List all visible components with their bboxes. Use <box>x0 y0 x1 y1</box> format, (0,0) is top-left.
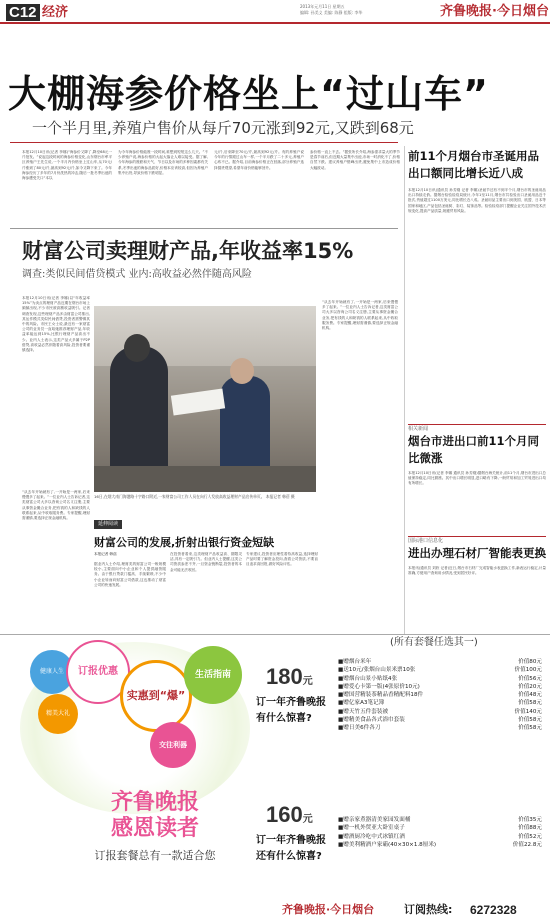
newspaper-brand: 齐鲁晚报·今日烟台 <box>440 4 549 19</box>
photo-ground <box>94 466 316 492</box>
package-2-line-2: 还有什么惊喜? <box>256 851 322 862</box>
photo-leaflet <box>171 388 225 415</box>
lead-column-2: 为今年海参价格能涨一段时间,谁想到短短这么几天。”不少养殖户说,海参价格的大起大落让人难以接受。据了解,今年海参的涨跌和天气、节日以及市场的多种因素都有关系,冬季出池的海参品质好,价格本应该较高,但因为养殖户集中出货,导致价格下跌明显。 <box>118 150 208 175</box>
related-byline: 本报记者 韩蓓 <box>94 552 117 556</box>
news-photo <box>94 306 316 492</box>
sidebar-article-2 <box>408 424 546 533</box>
gift-value: 价值58元 <box>518 725 542 732</box>
lead-column-3: 元/斤,后来降至70元/斤,最高到92元/斤。有的养殖户说今年的行情跟过山车一样,一个半月跌了二十多元,养殖户心疼不已。据介绍,目前海参价格正在回落,部分养殖户选择囤货观望,希望年前价格能够回升。 <box>214 150 304 170</box>
section-name: 经济 <box>42 5 69 20</box>
gift-value: 价值140元 <box>514 708 542 715</box>
ad-circle-2: 订报优惠 <box>66 640 130 704</box>
gift-name: ■赠日美6件各刀 <box>338 725 381 732</box>
gift-item <box>338 666 542 674</box>
second-column-1: 本报12月10日讯(记者 李娜)以“年收益率15%”为卖点的理财产品近期在烟台市场上频频出现,不少市民被高额收益吸引。记者调查发现,这些理财产品多由财富公司推出,其运作模式类似民间借贷,投资者需警惕其中的风险。市民王女士说,最近有一家财富公司的业务员一直给她推荐理财产品,年收益率能达到15%,比银行理财产品高出不少。业内人士表示,这类产品大多属于P2P借贷,高收益必然伴随着高风险,投资者要谨慎选择。 <box>22 296 90 353</box>
lead-column-1: 本报12月10日讯(记者 李娜)“海参价又降了,降至68元一斤批发。”说起这段时间的海参价格变化,山东烟台市牟平区养殖户王先生说,一个半月内价格坐上过山车,从70元/斤涨到了80元/斤,最高到92元/斤,如今又降下来了。今年海参经历了多年的7月份洗热的冲击,随后一批冬季出池的海参遭受关口“本以 <box>22 150 112 181</box>
header-date: 2013年元月11日 星期五 <box>300 4 345 9</box>
gift-item <box>338 724 542 732</box>
footer-hotline-number: 6272328 <box>470 903 517 917</box>
gift-value: 价值56元 <box>518 675 542 682</box>
footer-brand: 齐鲁晚报·今日烟台 <box>282 903 375 916</box>
related-column-2: 在投资者看来,这类理财产品收益高、期限灵活,具有一定吸引力。但业内人士提醒,这类公司资质参差不齐,一旦资金链断裂,投资者的本金可能无法收回。 <box>170 552 242 572</box>
second-subheadline: 调查:类似民间借贷模式 业内:高收益必然伴随高风险 <box>22 269 252 280</box>
ad-circle-5: 精美大礼 <box>38 694 78 734</box>
gift-value: 价值100元 <box>514 667 542 674</box>
gift-name: ■赠烟台山景小贴纸4张 <box>338 675 398 682</box>
gift-name: ■赠亲家煮器清美家园发面桶 <box>338 817 411 823</box>
package-2-price-value: 160 <box>266 802 303 827</box>
sidebar-article-3 <box>408 536 546 610</box>
gift-name: ■赠烟台米年 <box>338 659 372 665</box>
gift-value: 价值52元 <box>518 833 542 840</box>
gift-name: ■赠天竹五件套装被 <box>338 708 389 715</box>
gift-name: ■赠爱心卡第一版(4张原价10元) <box>338 683 420 690</box>
gift-name: ■赠一机外贸亚大卧室桌子 <box>338 825 405 832</box>
gift-name: ■送10元/张烟台山景米票10张 <box>338 667 416 674</box>
ad-title-line-2: 感恩读者 <box>110 816 199 841</box>
ad-slogan: 订报套餐总有一款适合您 <box>94 849 216 862</box>
sidebar-article-1 <box>408 148 546 368</box>
related-column-3: 专家建议,投资者应理性看待高收益,选择理财产品时要了解资金投向,查看公司资质,不要盲目追求高回报,做好风险评估。 <box>246 552 318 567</box>
second-rule <box>10 228 398 229</box>
photo-person-right-head <box>230 358 254 384</box>
gift-item <box>338 675 542 683</box>
photo-person-left-head <box>124 334 150 362</box>
gift-value: 价值35元 <box>518 817 542 823</box>
package-2-price <box>266 802 313 833</box>
second-column-right: “从去年开始就有了,一开始是一两家,后来慢慢多了起来。”一位业内人士告诉记者,这类财富公司大多以咨询公司名义注册,主要从事资金撮合业务,把有钱的人和缺钱的人联系起来,从中收取服务费。专家提醒,理财需谨慎,要选择正规金融机构。 <box>322 300 398 331</box>
gift-name: ■赠美利精酒户家霸(40×30×1.8厘米) <box>338 841 437 848</box>
gift-item <box>338 683 542 691</box>
photo-person-left <box>110 346 168 486</box>
page-header <box>0 0 550 24</box>
gift-item <box>338 716 542 724</box>
gift-item <box>338 691 542 699</box>
gift-name: ■赠国营精装茶精品香精配料18件 <box>338 692 424 699</box>
footer-hotline-label: 订阅热线: <box>404 903 453 916</box>
page-number: C12 <box>6 4 40 21</box>
package-2-price-unit: 元 <box>302 814 313 825</box>
ad-title-line-1: 齐鲁晚报 <box>110 790 199 815</box>
gift-item <box>338 816 542 824</box>
related-column-1: 据业内人士介绍,理财类的财富公司一般规模较小,主要面向中小企业和个人提供融资服务。由于银行贷款门槛高、手续繁琐,不少中小企业转而向财富公司借款,这也推动了财富公司的快速发展。 <box>94 562 166 587</box>
sidebar-article-3-body: 本报讯(通讯员 刘欣 记者)近日,烟台市石材厂完成智能水表更换工作,新表运行稳定,计量准确,方便用户查询用水情况,受到居民好评。 <box>408 566 546 576</box>
gift-value: 价值80元 <box>518 659 542 665</box>
sidebar-article-2-tag: 相关新闻 <box>408 424 546 433</box>
gift-item <box>338 833 542 841</box>
sidebar-article-1-title: 前11个月烟台市圣诞用品出口额同比增长近八成 <box>408 149 540 180</box>
header-editors: 编辑: 孙美义 美编: 陈静 组版: 李华 <box>300 10 363 15</box>
gift-item <box>338 708 542 716</box>
header-meta <box>300 4 430 16</box>
gift-name: ■赠亿家A3笔记簿 <box>338 700 385 707</box>
package-1-price <box>266 664 313 695</box>
gift-item <box>338 658 542 666</box>
package-1-line-2: 有什么惊喜? <box>256 713 312 724</box>
lead-rule <box>10 142 398 143</box>
gift-value: 价值88元 <box>518 825 542 832</box>
sidebar-article-2-body: 本报12月10日讯(记者 李娜 通讯员 孙芳刚)据烟台海关统计,前11个月,烟台市进出口总值保持稳定,同比微涨。其中出口增长明显,进口略有下降,一般贸易和加工贸易进出口均有所增长。 <box>408 471 546 486</box>
package-1-price-value: 180 <box>266 664 303 689</box>
gift-item <box>338 699 542 707</box>
second-headline: 财富公司卖理财产品,年收益率15% <box>22 239 354 263</box>
gift-value: 价值22.8元 <box>512 841 542 848</box>
gift-item <box>338 824 542 832</box>
sidebar-article-1-body: 本报12月10日讯(通讯员 孙芳刚 记者 李娜)圣诞节还有不到半个月,烟台市的圣诞用品出口持续走俏。据烟台检验检疫局统计,今年1至11月,烟台市共检验出口圣诞用品近千批次,货值超过1100万美元,同比增长近八成。圣诞用品主要出口到美国、欧盟、日本等国家和地区,产品包括圣诞树、彩灯、装饰品等。检验检疫部门提醒企业关注国外技术法规变化,提高产品质量,规避贸易风险。 <box>408 188 546 213</box>
sidebar-article-3-tag: 国际港口信息化 <box>408 536 546 545</box>
lead-column-4: 参价格一直上不去。”据张所长介绍,海参需求量大的季节是春节前后,但近期大量集中出池,市场一时消化不了,价格自然下跌。建议养殖户错峰出货,避免集中上市造成价格大幅波动。 <box>310 150 400 170</box>
lead-headline: 大棚海参价格坐上“过山车” <box>8 72 489 116</box>
second-column-2: “从去年开始就有了,一开始是一两家,后来慢慢多了起来。”一位业内人士告诉记者,这类财富公司大多以咨询公司名义注册,主要从事资金撮合业务,把有钱的人和缺钱的人联系起来,从中收取服务费。专家提醒,理财需谨慎,要选择正规金融机构。 <box>22 490 90 521</box>
gift-value: 价值48元 <box>518 692 542 699</box>
gift-value: 价值58元 <box>518 700 542 707</box>
package-2-gift-list <box>338 816 542 849</box>
ad-header: (所有套餐任选其一) <box>390 637 478 648</box>
gift-name: ■赠酒厨冷吃中式冰镇红酒 <box>338 833 405 840</box>
related-headline: 财富公司的发展,折射出银行资金短缺 <box>94 536 275 549</box>
sidebar-divider <box>404 146 405 634</box>
package-1-gift-list <box>338 658 542 733</box>
lead-subheadline: 一个半月里,养殖户售价从每斤70元涨到92元,又跌到68元 <box>32 119 414 137</box>
package-1-line-1: 订一年齐鲁晚报 <box>256 697 326 708</box>
photo-caption: 16日,在烟大南门海港路十字路口附近,一家财富公司工作人员在向行人发放高收益理财产品宣传单页。 本报记者 韩蓓 摄 <box>94 494 295 499</box>
related-tag: 延伸阅读 <box>94 520 122 529</box>
sidebar-article-3-title: 进出办理石材厂智能表更换 <box>408 546 546 560</box>
page-footer <box>0 900 550 924</box>
ad-circle-1: 健康人生 <box>30 650 74 694</box>
gift-item <box>338 841 542 849</box>
sidebar-article-2-title: 烟台市进出口前11个月同比微涨 <box>408 434 540 465</box>
ad-circle-6: 交往利器 <box>150 722 196 768</box>
gift-value: 价值58元 <box>518 717 542 724</box>
package-2-line-1: 订一年齐鲁晚报 <box>256 835 326 846</box>
ad-circle-4: 生活指南 <box>184 646 242 704</box>
gift-name: ■赠精美食品各式浴巾套装 <box>338 717 405 724</box>
gift-value: 价值20元 <box>518 683 542 690</box>
package-1-price-unit: 元 <box>302 676 313 687</box>
ad-circle-3: 实惠到“爆” <box>120 660 192 732</box>
